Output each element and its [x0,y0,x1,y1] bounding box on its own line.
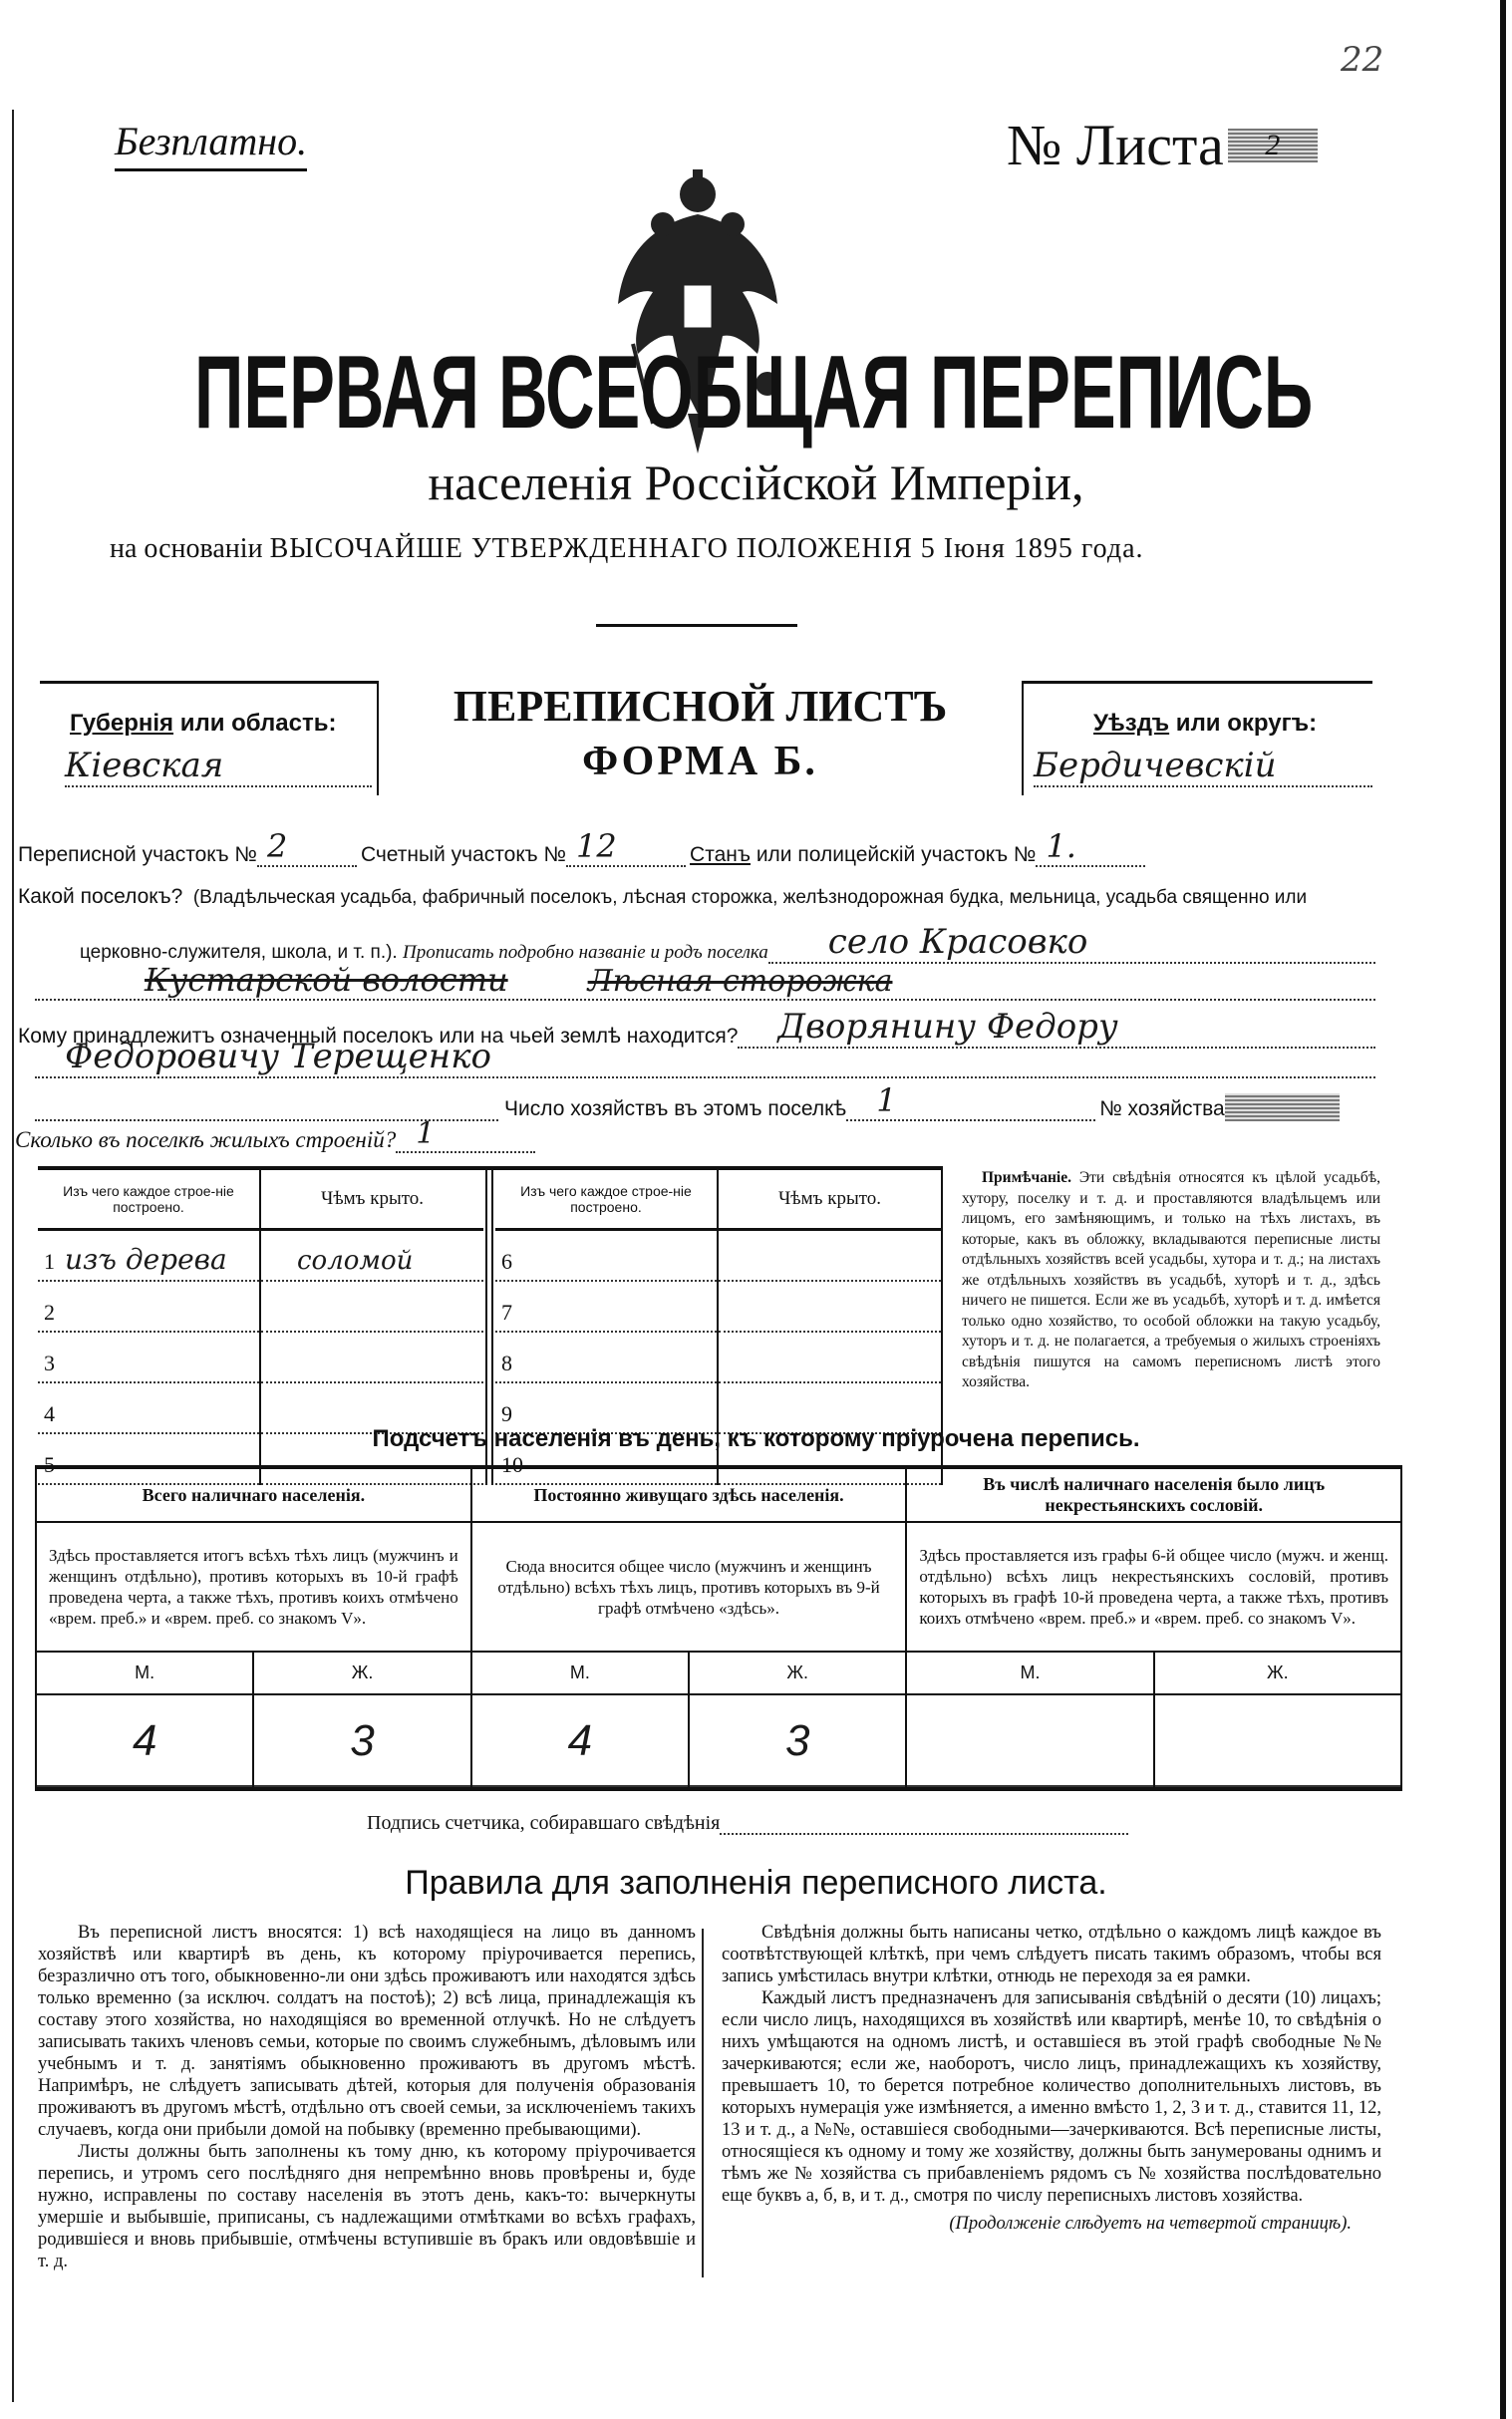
rules-title: Правила для заполненія переписного листа. [405,1864,1107,1902]
male-label: М. [906,1652,1153,1694]
row-number: 7 [500,1300,512,1325]
female-count-field[interactable]: 3 [689,1694,906,1789]
building-row [495,1230,941,1282]
police-district-field[interactable]: 1. [1036,827,1145,867]
form-title-box: ПЕРЕПИСНОЙ ЛИСТЪ ФОРМА Б. [453,682,948,784]
divider [596,624,797,627]
building-row [495,1332,941,1382]
owner-row: Кому принадлежитъ означенный поселокъ или на чьей землѣ находится? Дворянину Федору [18,1007,1375,1049]
census-subtitle: населенія Россійской Имперіи, [428,454,1084,510]
sheet-number: № Листа 2 [1007,112,1318,178]
female-label: Ж. [689,1652,906,1694]
building-roof-cell[interactable] [718,1230,941,1282]
buildings-table-left: Изъ чего каждое строе-ніе построено. Чѣмъ крыто. 1 изъ дерева соломой 2 3 4 5 [38,1170,483,1485]
district-box: Уѣздъ или округъ: Бердичевскій [1022,681,1372,795]
building-material-cell[interactable] [495,1230,718,1282]
row-number: 1 [44,1249,55,1274]
row-number: 10 [500,1452,523,1477]
male-count-field[interactable] [906,1694,1153,1789]
settlement-row: церковно-служителя, школа, и т. п.). Прописать подробно названіе и родъ поселка село Красовко [80,922,1375,964]
census-district-field[interactable]: 2 [257,827,357,867]
population-table [35,1465,1402,1791]
row-districts: Переписной участокъ № 2 Счетный участокъ № 12 Станъ или полицейскій участокъ № 1. [18,827,1145,867]
male-label: М. [471,1652,689,1694]
building-roof-cell[interactable] [260,1281,483,1332]
male-count-field[interactable]: 4 [36,1694,253,1789]
row-number: 8 [500,1351,512,1375]
population-column-title: Всего наличнаго населенія. [36,1467,471,1522]
female-label: Ж. [253,1652,470,1694]
row-number: 4 [44,1401,55,1426]
households-field[interactable]: 1 [846,1081,1095,1121]
building-roof-cell[interactable] [260,1332,483,1382]
population-column-desc: Здѣсь проставляется изъ графы 6-й общее число (мужч. и женщ. отдѣльно) всѣхъ лицъ некрестьянскихъ сословій, противъ которыхъ въ графѣ 10-й проведена черта, а также тѣхъ, противъ коихъ отмѣчено «врем. преб.» и «врем. преб. со знакомъ V». [906,1522,1401,1652]
settlement-question: Какой поселокъ? (Владѣльческая усадьба, фабричный поселокъ, лѣсная сторожка, желѣзнодорожная будка, мельница, усадьба священно или [18,885,1308,908]
building-material-cell[interactable] [38,1332,260,1382]
enumerator-signature-row: Подпись счетчика, собиравшаго свѣдѣнія [367,1812,1128,1835]
population-column-desc: Сюда вносится общее число (мужчинъ и женщинъ отдѣльно) всѣхъ тѣхъ лицъ, противъ которыхъ въ 9-й графѣ отмѣчено «здѣсь». [471,1522,907,1652]
census-title: ПЕРВАЯ ВСЕОБЩАЯ ПЕРЕПИСЬ [194,335,1314,451]
corner-number: 22 [1341,40,1384,80]
building-row [495,1281,941,1332]
female-label: Ж. [1154,1652,1401,1694]
row-number: 9 [500,1401,512,1426]
row-number: 5 [44,1452,55,1477]
counting-district-field[interactable]: 12 [566,827,686,867]
rules-right-column: Свѣдѣнія должны быть написаны четко, отдѣльно о каждомъ лицѣ каждое въ соотвѣтствующей клѣткѣ, при чемъ слѣдуетъ писать такимъ образомъ, чтобы вся запись умѣстилась внутри клѣтки, отнюдь не переходя за ея рамки. Каждый листъ предназначенъ для записыванія свѣдѣній о десяти (10) лицахъ; если число лицъ, находящихся въ хозяйствѣ или квартирѣ, менѣе 10, то свѣдѣнія о нихъ умѣщаются на одномъ листѣ, и оставшіеся въ этой графѣ свободные №№ зачеркиваются; если же, наоборотъ, число лицъ, принадлежащихъ къ хозяйству, превышаетъ 10, то берется потребное количество дополнительныхъ листовъ, въ которыхъ нумерація уже измѣняется, а именно вмѣсто 1, 2, 3 и т. д., ставится 11, 12, 13 и т. д., а №№, оставшіеся свободными—зачеркиваются. Всѣ переписные листы, относящіеся къ одному и тому же хозяйству, должны быть занумерованы однимъ и тѣмъ же № хозяйства съ прибавленіемъ рядомъ съ № хозяйства послѣдовательно еще буквъ а, б, в, и т. д., смотря по числу переписныхъ листовъ хозяйства. (Продолженіе слѣдуетъ на четвертой страницѣ). [722,1923,1381,2234]
building-row [38,1281,483,1332]
population-column-desc: Здѣсь проставляется итогъ всѣхъ тѣхъ лицъ (мужчинъ и женщинъ отдѣльно), противъ которыхъ въ 10-й графѣ проведена черта, а также тѣхъ, противъ коихъ отмѣчено «врем. преб.» и «врем. преб. со знакомъ V». [36,1522,471,1652]
note: Примѣчаніе. Эти свѣдѣнія относятся къ цѣлой усадьбѣ, хутору, поселку и т. д. и проставляются владѣльцемъ или лицомъ, его замѣняющимъ, и только на тѣхъ листахъ, въ которые, какъ въ обложку, вкладываются переписные листы отдѣльныхъ хозяйствъ всей усадьбы, хутора и т. д.; на листахъ же отдѣльныхъ хозяйствъ въ усадьбѣ, хуторѣ и т. д., здѣсь ничего не пишется. Если же въ усадьбѣ, хуторѣ и т. д. имѣется только одно хозяйство, то особой обложки на такую усадьбу, хуторъ и т. д. не полагается, а требуемыя о жилыхъ строеніяхъ свѣдѣнія пишутся на самомъ переписномъ листѣ этого хозяйства. [962,1169,1381,1390]
settlement-field-line2[interactable]: Кустарской волости Лѣсная сторожка [35,957,1375,1001]
free-of-charge-label: Безплатно. [115,118,307,171]
rules-left-column: Въ переписной листъ вносятся: 1) всѣ находящіеся на лицо въ данномъ хозяйствѣ или квартирѣ въ день, къ которому пріурочивается перепись, безразлично отъ того, обыкновенно-ли они здѣсь проживаютъ или находятся здѣсь только временно (за исключ. солдатъ на постоѣ); 2) всѣ лица, принадлежащія къ составу этого хозяйства, но находящіяся во временной отлучкѣ. Но не слѣдуетъ записывать такихъ членовъ семьи, которые по своимъ служебнымъ, дѣловымъ или учебнымъ и т. д. занятіямъ обыкновенно проживаютъ въ другомъ мѣстѣ. Напримѣръ, не слѣдуетъ записывать дѣтей, которыя для полученія образованія проживаютъ въ другомъ мѣстѣ, отдѣльно отъ своей семьи, за исключеніемъ такихъ случаевъ, когда они прибыли домой на побывку (временно пребывающими). Листы должны быть заполнены къ тому дню, къ которому пріурочивается перепись, и утромъ сего послѣдняго дня непремѣнно вновь провѣрены и, буде нужно, исправлены по составу населенія въ этотъ день, какъ-то: вычеркнуты умершіе и выбывшіе, приписаны, съ надлежащими отмѣтками во всѣхъ графахъ, родившіеся и вновь прибывшіе, отмѣчены вступившіе въ бракъ или овдовѣвшіе и т. д. [38,1923,696,2271]
female-count-field[interactable]: 3 [253,1694,470,1789]
male-count-field[interactable]: 4 [471,1694,689,1789]
household-number-field[interactable] [1225,1093,1340,1121]
building-material-cell[interactable] [495,1281,718,1332]
building-row [38,1332,483,1382]
buildings-table-right: Изъ чего каждое строе-ніе построено. Чѣмъ крыто. 6 7 8 9 10 [495,1170,941,1485]
population-heading: Подсчетъ населенія въ день, къ которому пріурочена перепись. [372,1425,1140,1452]
buildings-count-field[interactable]: 1 [396,1116,535,1153]
building-roof-cell[interactable] [260,1230,483,1282]
households-row: Число хозяйствъ въ этомъ поселкѣ 1 № хозяйства [35,1081,1375,1121]
male-label: М. [36,1652,253,1694]
owner-field[interactable]: Дворянину Федору [738,1007,1375,1049]
building-row [38,1230,483,1282]
signature-field[interactable] [720,1813,1128,1835]
buildings-count-row: Сколько въ поселкѣ жилыхъ строеній? 1 [15,1116,535,1153]
column-divider [702,1929,704,2277]
row-number: 3 [44,1351,55,1375]
building-material-cell[interactable] [38,1281,260,1332]
row-number: 6 [500,1249,512,1274]
population-column-title: Постоянно живущаго здѣсь населенія. [471,1467,907,1522]
building-roof-cell[interactable] [718,1332,941,1382]
district-value[interactable]: Бердичевскій [1034,746,1372,787]
sheet-number-value: 2 [1228,129,1318,162]
building-material: изъ дерева [65,1243,227,1276]
province-value[interactable]: Кіевская [65,746,372,787]
population-column-title: Въ числѣ наличнаго населенія было лицъ некрестьянскихъ сословій. [906,1467,1401,1522]
building-material-cell[interactable] [495,1332,718,1382]
row-number: 2 [44,1300,55,1325]
building-roof: соломой [297,1246,414,1276]
owner-field-line2[interactable]: Федоровичу Терещенко [35,1037,1375,1078]
building-material-cell[interactable] [38,1230,260,1282]
female-count-field[interactable] [1154,1694,1401,1789]
settlement-field[interactable]: село Красовко [768,922,1375,964]
census-basis: на основаніи ВЫСОЧАЙШЕ УТВЕРЖДЕННАГО ПОЛОЖЕНІЯ 5 Іюня 1895 года. [110,533,1144,564]
building-roof-cell[interactable] [718,1281,941,1332]
province-box: Губернія или область: Кіевская [40,681,379,795]
